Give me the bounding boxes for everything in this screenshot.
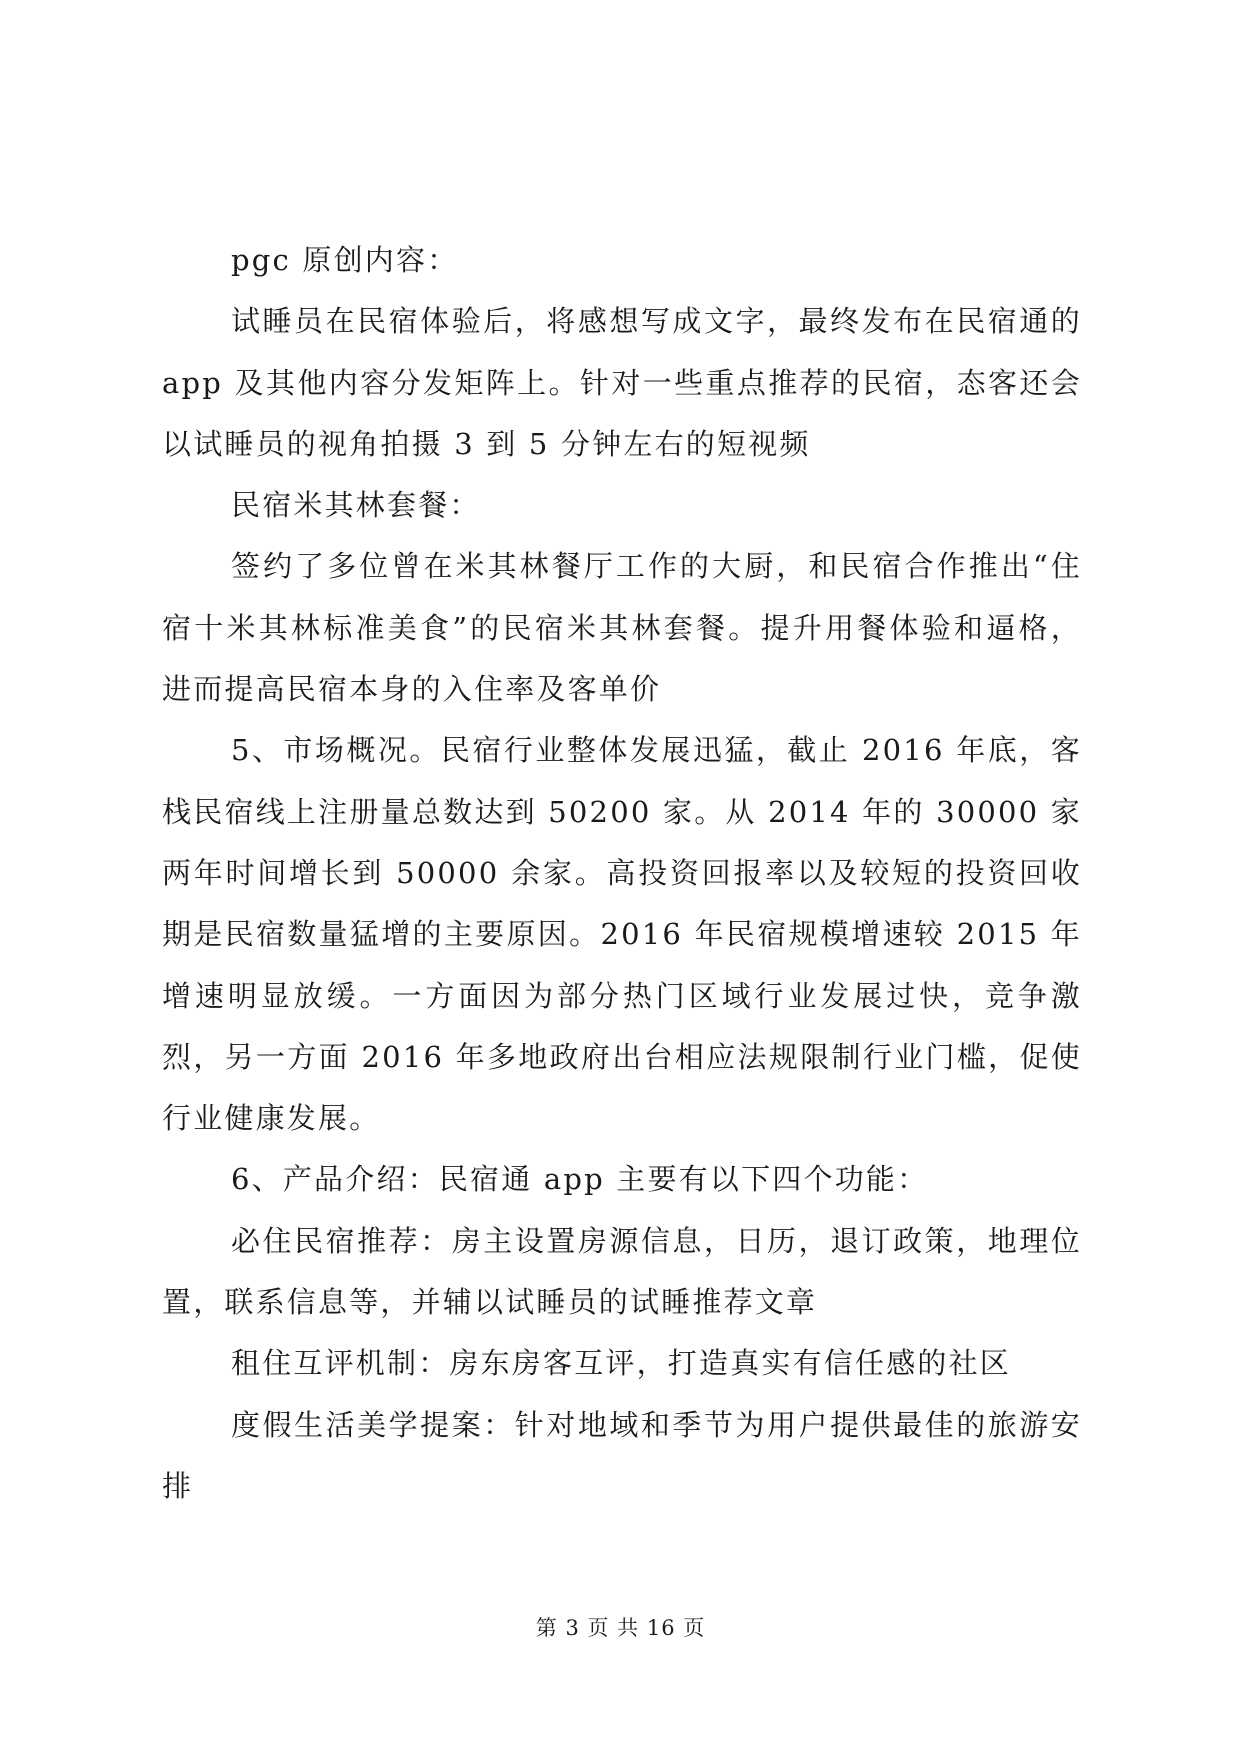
paragraph-michelin-heading: 民宿米其林套餐：	[231, 488, 481, 523]
paragraph-feature-recommend: 必住民宿推荐：房主设置房源信息，日历，退订政策，地理位置，联系信息等，并辅以试睡员的试睡推荐文章	[162, 1223, 1082, 1320]
page-number-label: 第 3 页 共 16 页	[535, 1616, 706, 1640]
paragraph-product-intro: 6、产品介绍：民宿通 app 主要有以下四个功能：	[231, 1162, 929, 1197]
paragraph-feature-aesthetics: 度假生活美学提案：针对地域和季节为用户提供最佳的旅游安排	[162, 1407, 1082, 1503]
document-body	[162, 230, 1082, 1517]
paragraph-pgc-content: 试睡员在民宿体验后，将感想写成文字，最终发布在民宿通的 app 及其他内容分发矩阵上。针对一些重点推荐的民宿，态客还会以试睡员的视角拍摄 3 到 5 分钟左右的短视频	[162, 304, 1082, 461]
paragraph-feature-review: 租住互评机制：房东房客互评，打造真实有信任感的社区	[231, 1346, 1012, 1381]
paragraph-pgc-heading: pgc 原创内容：	[231, 243, 459, 277]
paragraph-market-overview: 5、市场概况。民宿行业整体发展迅猛，截止 2016 年底，客栈民宿线上注册量总数达到 50200 家。从 2014 年的 30000 家两年时间增长到 50000 余家。高投资回报率以及较短的投资回收期是民宿数量猛增的主要原因。2016 年民宿规模增速较 2015 年增速明显放缓。一方面因为部分热门区域行业发展过快，竞争激烈，另一方面 2016 年多地政府出台相应法规限制行业门槛，促使行业健康发展。	[162, 733, 1082, 1136]
paragraph-michelin-content: 签约了多位曾在米其林餐厅工作的大厨，和民宿合作推出“住宿十米其林标准美食”的民宿米其林套餐。提升用餐体验和逼格，进而提高民宿本身的入住率及客单价	[162, 549, 1082, 707]
page-footer	[0, 1612, 1241, 1642]
